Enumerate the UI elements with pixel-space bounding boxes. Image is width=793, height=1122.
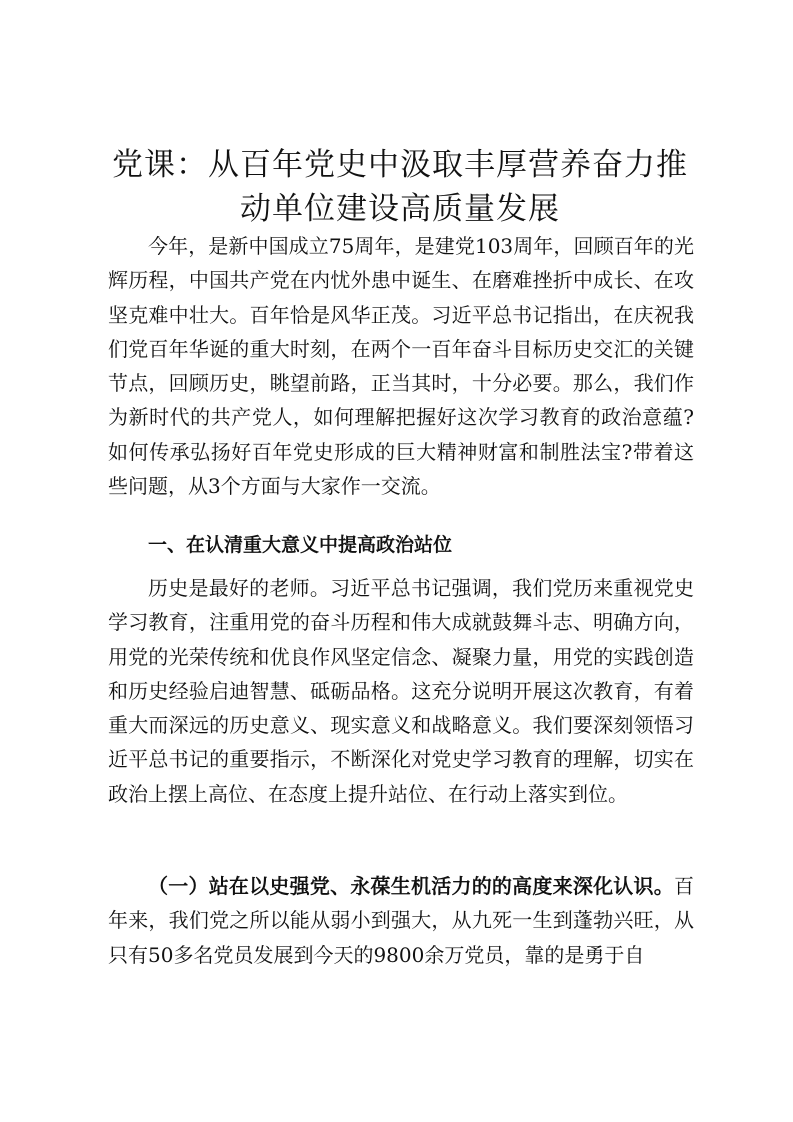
paragraph-history-teacher: 历史是最好的老师。习近平总书记强调，我们党历来重视党史学习教育，注重用党的奋斗历程和伟大成就鼓舞斗志、明确方向，用党的光荣传统和优良作风坚定信念、凝聚力量，用党的实践创造和历史经验启迪智慧、砥砺品格。这充分说明开展这次教育，有着重大而深远的历史意义、现实意义和战略意义。我们要深刻领悟习近平总书记的重要指示，不断深化对党史学习教育的理解，切实在政治上摆上高位、在态度上提升站位、在行动上落实到位。 [108,576,694,806]
section-heading-1: 一、在认清重大意义中提高政治站位 [148,534,453,556]
paragraph-subsection-1 [108,869,694,972]
subsection-1-body: 百年来，我们党之所以能从弱小到强大，从九死一生到蓬勃兴旺，从只有50多名党员发展到今天的9800余万党员，靠的是勇于自 [108,874,694,967]
subsection-heading-1: （一）站在以史强党、永葆生机活力的的高度来深化认识。 [148,874,674,898]
paragraph-intro: 今年，是新中国成立75周年，是建党103周年，回顾百年的光辉历程，中国共产党在内忧外患中诞生、在磨难挫折中成长、在攻坚克难中壮大。百年恰是风华正茂。习近平总书记指出，在庆祝我们党百年华诞的重大时刻，在两个一百年奋斗目标历史交汇的关键节点，回顾历史，眺望前路，正当其时，十分必要。那么，我们作为新时代的共产党人，如何理解把握好这次学习教育的政治意蕴?如何传承弘扬好百年党史形成的巨大精神财富和制胜法宝?带着这些问题，从3个方面与大家作一交流。 [108,234,694,499]
document-title: 党课：从百年党史中汲取丰厚营养奋力推动单位建设高质量发展 [112,147,688,227]
